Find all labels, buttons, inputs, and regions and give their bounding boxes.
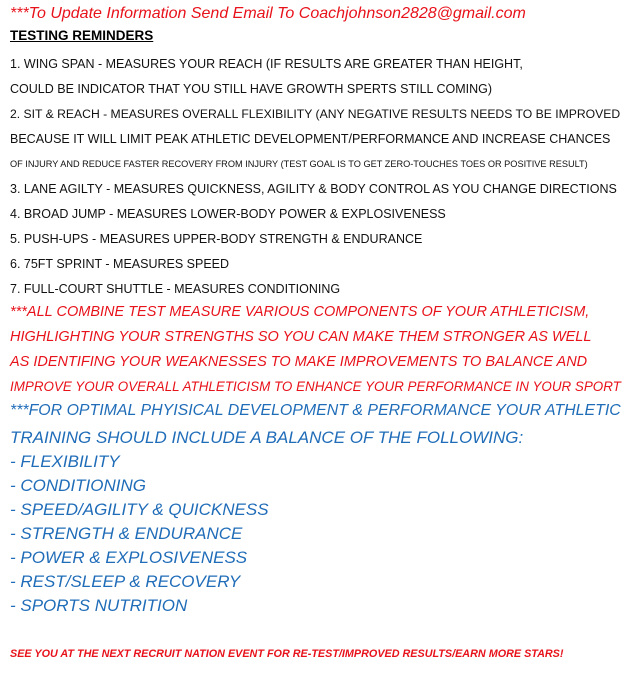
reminder-line-broad-jump: 4. BROAD JUMP - MEASURES LOWER-BODY POWER & EXPLOSIVENESS: [10, 207, 446, 221]
training-item-power: - POWER & EXPLOSIVENESS: [10, 548, 248, 567]
reminder-line-sit-reach-cont: BECAUSE IT WILL LIMIT PEAK ATHLETIC DEVELOPMENT/PERFORMANCE AND INCREASE CHANCES: [10, 132, 611, 146]
training-item-speed-agility: - SPEED/AGILITY & QUICKNESS: [10, 500, 269, 519]
training-item-strength: - STRENGTH & ENDURANCE: [10, 524, 243, 543]
reminder-line-shuttle: 7. FULL-COURT SHUTTLE - MEASURES CONDITIONING: [10, 282, 341, 296]
reminder-line-sit-reach-small: OF INJURY AND REDUCE FASTER RECOVERY FROM INJURY (TEST GOAL IS TO GET ZERO-TOUCHES TOES OR POSITIVE RESULT): [10, 159, 588, 169]
reminder-line-sprint: 6. 75FT SPRINT - MEASURES SPEED: [10, 257, 230, 271]
footer-event-message: SEE YOU AT THE NEXT RECRUIT NATION EVENT FOR RE-TEST/IMPROVED RESULTS/EARN MORE STARS!: [10, 648, 564, 660]
training-item-conditioning: - CONDITIONING: [10, 476, 146, 495]
training-item-rest: - REST/SLEEP & RECOVERY: [10, 572, 241, 591]
training-note-line: TRAINING SHOULD INCLUDE A BALANCE OF THE FOLLOWING:: [10, 428, 524, 447]
training-item-nutrition: - SPORTS NUTRITION: [10, 596, 188, 615]
training-note-line: ***FOR OPTIMAL PHYISICAL DEVELOPMENT & PERFORMANCE YOUR ATHLETIC: [10, 402, 621, 419]
reminder-line-lane-agility: 3. LANE AGILTY - MEASURES QUICKNESS, AGILITY & BODY CONTROL AS YOU CHANGE DIRECTIONS: [10, 182, 617, 196]
testing-reminders-heading: TESTING REMINDERS: [10, 28, 154, 43]
training-item-flexibility: - FLEXIBILITY: [10, 452, 120, 471]
reminder-line-wing-span: 1. WING SPAN - MEASURES YOUR REACH (IF RESULTS ARE GREATER THAN HEIGHT,: [10, 57, 523, 71]
combine-note-line: IMPROVE YOUR OVERALL ATHLETICISM TO ENHANCE YOUR PERFORMANCE IN YOUR SPORT: [10, 379, 621, 394]
reminder-line-push-ups: 5. PUSH-UPS - MEASURES UPPER-BODY STRENGTH & ENDURANCE: [10, 232, 423, 246]
combine-note-line: AS IDENTIFING YOUR WEAKNESSES TO MAKE IMPROVEMENTS TO BALANCE AND: [10, 354, 588, 370]
contact-email-line: ***To Update Information Send Email To Coachjohnson2828@gmail.com: [10, 5, 526, 22]
reminder-line-sit-reach: 2. SIT & REACH - MEASURES OVERALL FLEXIBILITY (ANY NEGATIVE RESULTS NEEDS TO BE IMPROVED: [10, 107, 621, 121]
combine-note-line: ***ALL COMBINE TEST MEASURE VARIOUS COMPONENTS OF YOUR ATHLETICISM,: [10, 304, 590, 320]
combine-note-line: HIGHLIGHTING YOUR STRENGTHS SO YOU CAN MAKE THEM STRONGER AS WELL: [10, 329, 592, 345]
reminder-line-wing-span-cont: COULD BE INDICATOR THAT YOU STILL HAVE GROWTH SPERTS STILL COMING): [10, 82, 493, 96]
